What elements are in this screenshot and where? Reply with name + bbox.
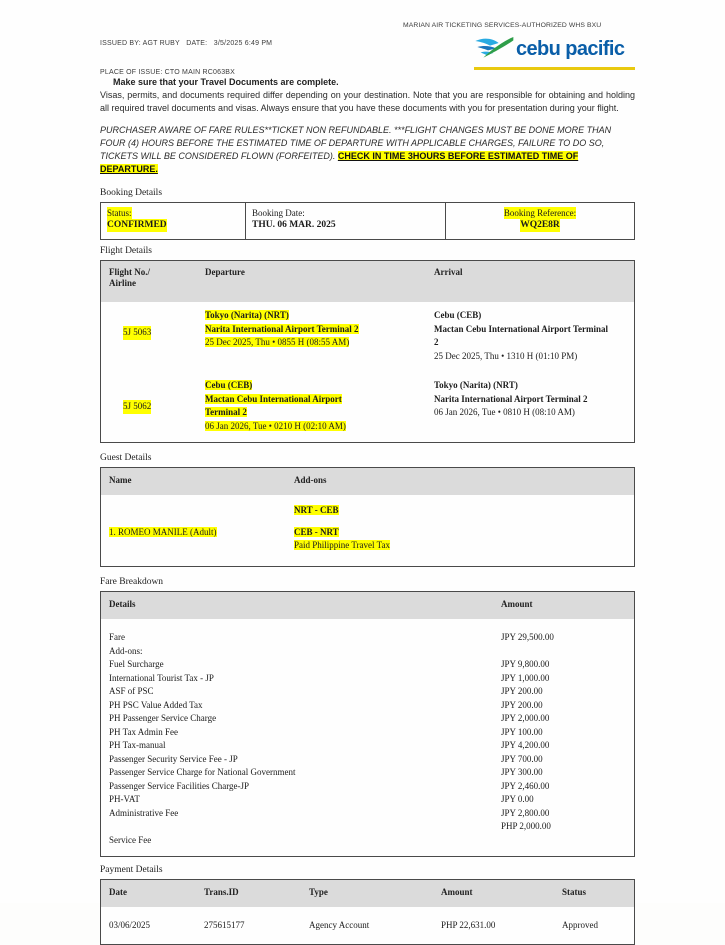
col-header-name: Name <box>109 475 132 486</box>
arrival-info: Cebu (CEB) Mactan Cebu International Airport Terminal 2 25 Dec 2025, Thu • 1310 H (01:10 PM) <box>434 310 609 361</box>
col-header-amount: Amount <box>441 887 473 898</box>
status-label: Status: <box>107 208 132 219</box>
fare-row: PH Passenger Service Charge JPY 2,000.00 <box>109 713 550 724</box>
fare-row: ASF of PSC JPY 200.00 <box>109 686 543 697</box>
guest-table-header <box>101 468 634 495</box>
logo-underline <box>474 67 635 70</box>
flight-table-header <box>101 261 634 302</box>
payment-details-table <box>100 879 635 945</box>
col-header-addons: Add-ons <box>294 475 327 486</box>
flight-row <box>101 302 634 372</box>
document-body <box>100 77 635 945</box>
departure-info: Tokyo (Narita) (NRT) Narita International Airport Terminal 2 25 Dec 2025, Thu • 0855 H (08:55 AM) <box>205 310 359 348</box>
fare-row: PH-VAT JPY 0.00 <box>109 794 534 805</box>
payment-amount: PHP 22,631.00 <box>441 920 496 931</box>
col-header-amount: Amount <box>501 599 533 610</box>
col-header-type: Type <box>309 887 328 898</box>
col-header-trans-id: Trans.ID <box>204 887 239 898</box>
fare-row: Administrative Fee JPY 2,800.00 <box>109 807 550 818</box>
payment-row <box>101 907 634 944</box>
fare-table-body <box>101 619 634 856</box>
booking-details-label: Booking Details <box>100 188 163 199</box>
fare-row: Passenger Service Charge for National Government JPY 300.00 <box>109 767 543 778</box>
booking-details-table <box>100 202 635 240</box>
flight-number: 5J 5063 <box>109 326 205 363</box>
booking-date-label: Booking Date: <box>252 208 305 219</box>
fare-table-header <box>101 592 634 619</box>
eagle-icon <box>474 34 514 65</box>
flight-details-label: Flight Details <box>100 246 152 257</box>
booking-reference-label: Booking Reference: <box>503 208 577 219</box>
payment-type: Agency Account <box>309 920 370 931</box>
addon-leg1: NRT - CEB <box>294 505 339 516</box>
guest-details-table <box>100 467 635 567</box>
booking-status-cell <box>100 202 246 240</box>
fare-row: Passenger Service Facilities Charge-JP JPY 2,460.00 <box>109 780 550 791</box>
guest-details-label: Guest Details <box>100 453 152 464</box>
col-header-details: Details <box>109 599 136 610</box>
fare-row: Fuel Surcharge JPY 9,800.00 <box>109 659 550 670</box>
col-header-date: Date <box>109 887 127 898</box>
fare-row: Passenger Security Service Fee - JP JPY 700.00 <box>109 753 543 764</box>
logo-brand-text: cebu pacific <box>516 38 625 60</box>
col-header-flight-no: Flight No./ Airline <box>109 267 151 289</box>
fare-breakdown-table <box>100 591 635 857</box>
fare-breakdown-label: Fare Breakdown <box>100 577 164 588</box>
flight-number: 5J 5062 <box>109 400 205 433</box>
flight-row <box>101 372 634 442</box>
flight-details-table <box>100 260 635 443</box>
col-header-arrival: Arrival <box>434 267 463 278</box>
issued-by-line: ISSUED BY: AGT RUBY DATE: 3/5/2025 6:49 PM <box>100 40 273 47</box>
addon-leg2: CEB - NRT <box>294 527 339 538</box>
payment-trans-id: 275615177 <box>204 920 245 931</box>
departure-info: Cebu (CEB) Mactan Cebu International Airport Terminal 2 06 Jan 2026, Tue • 0210 H (02:10 AM) <box>205 380 346 431</box>
agency-line: MARIAN AIR TICKETING SERVICES-AUTHORIZED WHS BXU <box>403 22 602 29</box>
cebu-pacific-logo <box>474 34 635 70</box>
col-header-status: Status <box>562 887 587 898</box>
fare-rules-paragraph <box>100 124 628 177</box>
payment-date: 03/06/2025 <box>109 920 151 931</box>
booking-date-value: THU. 06 MAR. 2025 <box>252 220 336 231</box>
payment-table-header <box>101 880 634 907</box>
booking-reference-value: WQ2E8R <box>520 220 560 231</box>
booking-reference-cell <box>445 202 635 240</box>
fare-rules-text: PURCHASER AWARE OF FARE RULES**TICKET NON REFUNDABLE. ***FLIGHT CHANGES MUST BE DONE MORE THAN FOUR (4) HOURS BEFORE THE ESTIMATED TIME OF DEPARTURE WITH APPLICABLE CHARGES, FAILURE TO DO SO, TICKETS WILL BE CONSIDERED FLOWN (FORFEITED). <box>100 124 612 161</box>
travel-docs-notice-title: Make sure that your Travel Documents are complete. <box>113 77 339 87</box>
addon-leg2-note: Paid Philippine Travel Tax <box>294 540 390 551</box>
checkin-time-highlight: CHECK IN TIME 3HOURS BEFORE ESTIMATED TIME OF DEPARTURE. <box>100 151 579 175</box>
fare-row: PH PSC Value Added Tax JPY 200.00 <box>109 699 543 710</box>
fare-row: PH Tax-manual JPY 4,200.00 <box>109 740 550 751</box>
travel-docs-notice-body: Visas, permits, and documents required differ depending on your destination. Note that you are responsible for obtaining and holding all required travel documents and visas. Always ensure that you have these documents with you for presentation during your flight. <box>100 90 635 113</box>
guest-table-body <box>101 495 634 566</box>
fare-row: PH Tax Admin Fee JPY 100.00 <box>109 726 543 737</box>
fare-row: Add-ons: <box>109 645 143 656</box>
payment-status: Approved <box>562 920 598 931</box>
guest-name: 1. ROMEO MANILE (Adult) <box>109 527 217 538</box>
fare-row: International Tourist Tax - JP JPY 1,000.00 <box>109 672 550 683</box>
fare-row: Fare JPY 29,500.00 <box>109 632 554 643</box>
place-of-issue-line: PLACE OF ISSUE: CTO MAIN RC063BX <box>100 68 236 76</box>
fare-row: Service Fee <box>109 834 152 845</box>
booking-date-cell <box>245 202 446 240</box>
fare-row: PHP 2,000.00 <box>501 821 551 832</box>
arrival-info: Tokyo (Narita) (NRT) Narita International Airport Terminal 2 06 Jan 2026, Tue • 0810 H (08:10 AM) <box>434 380 588 418</box>
payment-details-label: Payment Details <box>100 865 163 876</box>
col-header-departure: Departure <box>205 267 245 278</box>
status-value: CONFIRMED <box>107 220 167 231</box>
